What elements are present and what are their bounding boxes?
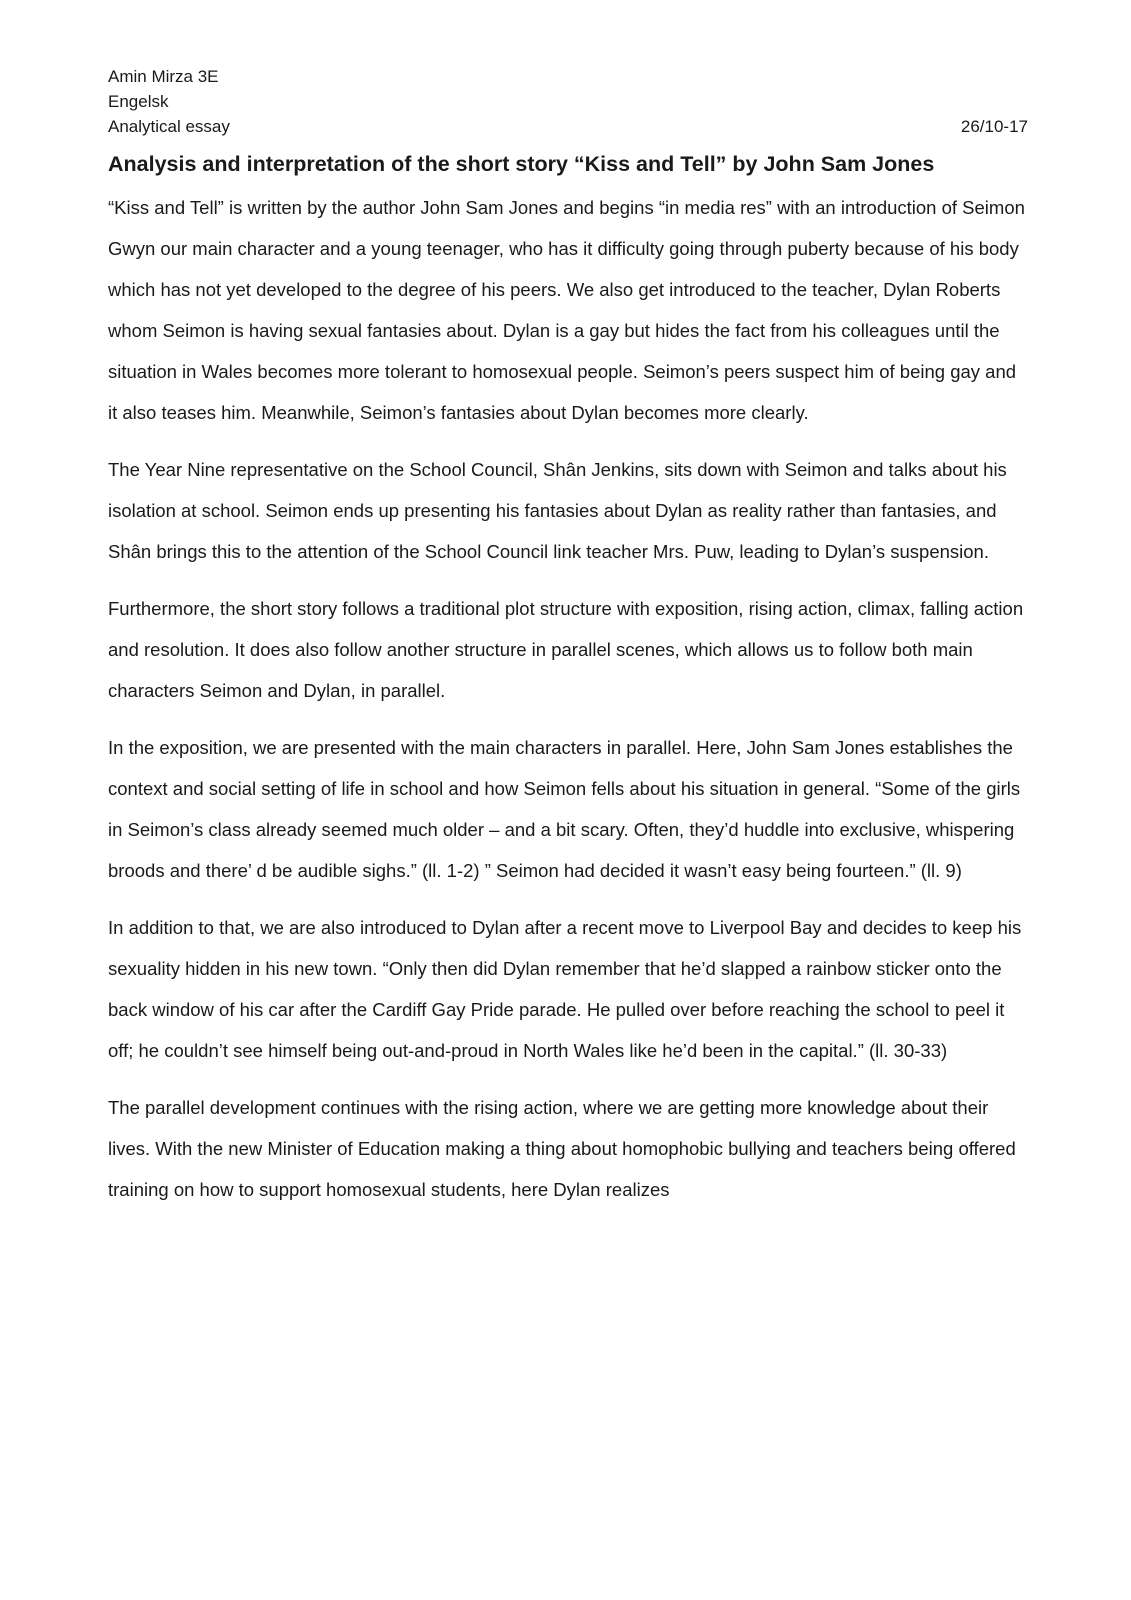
paragraph-5: In addition to that, we are also introduced to Dylan after a recent move to Liverpool Bay and decides to keep his sexuality hidden in his new town. “Only then did Dylan remember that he’d slapped a rainbow sticker onto the back window of his car after the Cardiff Gay Pride parade. He pulled over before reaching the school to peel it off; he couldn’t see himself being out-and-proud in North Wales like he’d been in the capital.” (ll. 30-33) xyxy=(108,917,1022,1061)
paragraph-6: The parallel development continues with the rising action, where we are getting more knowledge about their lives. With the new Minister of Education making a thing about homophobic bullying and teachers being offered training on how to support homosexual students, here Dylan realizes xyxy=(108,1097,1016,1200)
paragraph-1: “Kiss and Tell” is written by the author John Sam Jones and begins “in media res” with an introduction of Seimon Gwyn our main character and a young teenager, who has it difficulty going through puberty because of his body which has not yet developed to the degree of his peers. We also get introduced to the teacher, Dylan Roberts whom Seimon is having sexual fantasies about. Dylan is a gay but hides the fact from his colleagues until the situation in Wales becomes more tolerant to homosexual people. Seimon’s peers suspect him of being gay and it also teases him. Meanwhile, Seimon’s fantasies about Dylan becomes more clearly. xyxy=(108,197,1025,423)
header-type-row xyxy=(108,114,1028,139)
header-author: Amin Mirza 3E xyxy=(108,67,219,86)
document-page xyxy=(108,64,1028,1226)
paragraph-2: The Year Nine representative on the School Council, Shân Jenkins, sits down with Seimon and talks about his isolation at school. Seimon ends up presenting his fantasies about Dylan as reality rather than fantasies, and Shân brings this to the attention of the School Council link teacher Mrs. Puw, leading to Dylan’s suspension. xyxy=(108,459,1007,562)
header-date: 26/10-17 xyxy=(960,117,1028,136)
header-subject: Engelsk xyxy=(108,92,169,111)
paragraph-4: In the exposition, we are presented with the main characters in parallel. Here, John Sam Jones establishes the context and social setting of life in school and how Seimon fells about his situation in general. “Some of the girls in Seimon’s class already seemed much older – and a bit scary. Often, they’d huddle into exclusive, whispering broods and there’ d be audible sighs.” (ll. 1-2) ” Seimon had decided it wasn’t easy being fourteen.” (ll. 9) xyxy=(108,737,1021,881)
header-doc-type: Analytical essay xyxy=(108,117,230,136)
paragraph-3: Furthermore, the short story follows a traditional plot structure with exposition, rising action, climax, falling action and resolution. It does also follow another structure in parallel scenes, which allows us to follow both main characters Seimon and Dylan, in parallel. xyxy=(108,598,1024,701)
essay-title: Analysis and interpretation of the short story “Kiss and Tell” by John Sam Jones xyxy=(108,152,935,176)
